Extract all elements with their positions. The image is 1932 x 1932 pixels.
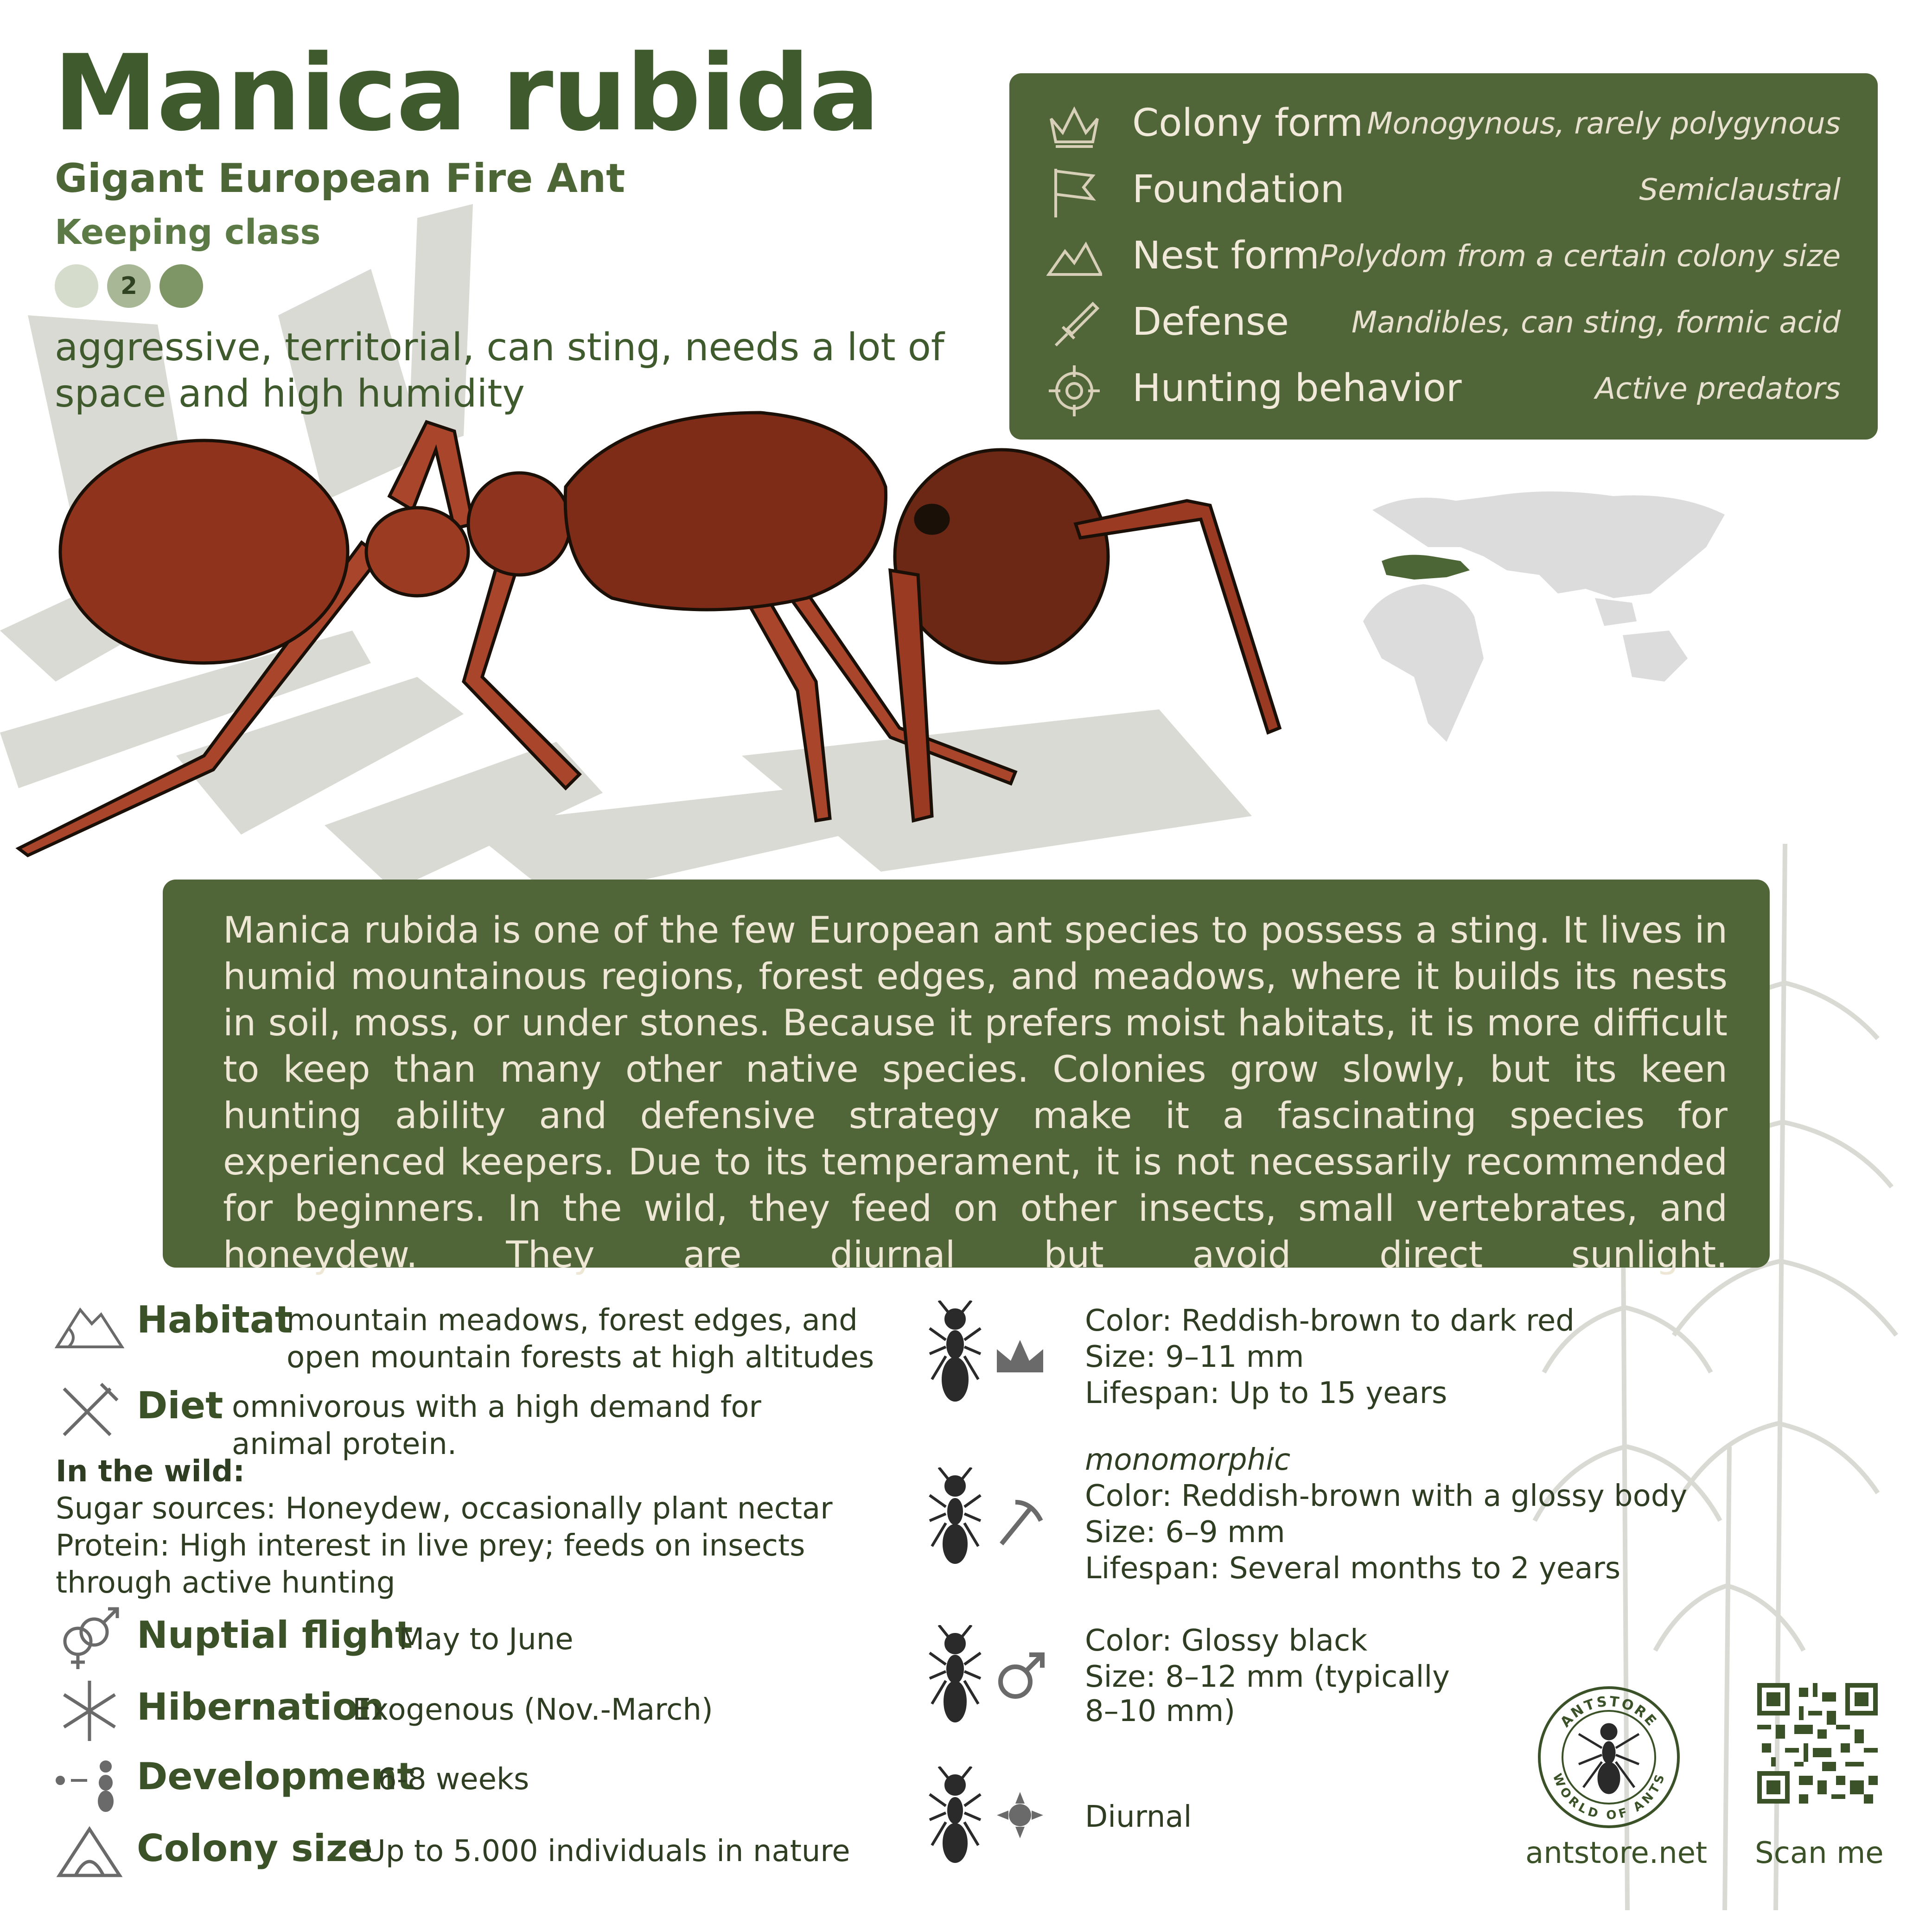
queen-lifespan: Lifespan: Up to 15 years <box>1085 1376 1447 1410</box>
info-row-foundation <box>1009 158 1878 223</box>
distribution-highlight <box>1382 555 1470 580</box>
mountains-icon <box>1046 233 1102 284</box>
queen-color: Color: Reddish-brown to dark red <box>1085 1304 1575 1338</box>
description-panel <box>163 880 1770 1276</box>
anthill-icon <box>55 1820 124 1885</box>
snowflake-icon <box>55 1678 124 1743</box>
hibernation-label: Hibernation <box>137 1685 384 1728</box>
info-row-defense <box>1009 291 1878 356</box>
wild-label: In the wild: <box>56 1454 245 1489</box>
keeping-class-value: 2 <box>120 272 138 300</box>
activity-ant-icon <box>927 1766 983 1873</box>
info-label: Foundation <box>1132 167 1345 211</box>
info-label: Colony form <box>1132 101 1364 145</box>
habitat-label: Habitat <box>137 1298 293 1341</box>
website-link[interactable]: antstore.net <box>1525 1836 1708 1870</box>
wild-protein: Protein: High interest in live prey; feeds on insects through active hunting <box>56 1529 805 1600</box>
crown-icon <box>992 1331 1048 1386</box>
flag-icon <box>1046 166 1102 217</box>
colony-size-label: Colony size <box>137 1827 373 1870</box>
info-value: Mandibles, can sting, formic acid <box>1351 306 1841 340</box>
antstore-logo <box>1535 1683 1683 1831</box>
hibernation-value: Exogenous (Nov.-March) <box>352 1693 713 1727</box>
keeping-dot-2 <box>107 264 151 308</box>
colony-info-panel <box>1009 73 1878 440</box>
male-size: Size: 8–12 mm (typically <box>1085 1660 1450 1694</box>
worker-lifespan: Lifespan: Several months to 2 years <box>1085 1551 1621 1586</box>
nuptial-flight-value: May to June <box>399 1622 574 1657</box>
male-symbol-icon <box>992 1648 1048 1704</box>
keeping-class-scale <box>55 264 208 311</box>
diet-label: Diet <box>137 1384 223 1427</box>
male-ant-icon <box>927 1625 983 1732</box>
distribution-map <box>1354 482 1734 751</box>
info-value: Active predators <box>1595 372 1841 406</box>
info-row-nest-form <box>1009 224 1878 289</box>
worker-ant-icon <box>927 1467 983 1574</box>
activity-value: Diurnal <box>1085 1800 1192 1834</box>
habitat-text: mountain meadows, forest edges, and open mountain forests at high altitudes <box>287 1303 874 1375</box>
diet-text: omnivorous with a high demand for animal protein. <box>232 1390 761 1461</box>
info-value: Polydom from a certain colony size <box>1319 239 1841 274</box>
male-size-typical: 8–10 mm) <box>1085 1694 1236 1728</box>
crown-icon <box>1046 100 1102 151</box>
common-name: Gigant European Fire Ant <box>55 155 625 202</box>
info-label: Hunting behavior <box>1132 366 1462 410</box>
info-label: Defense <box>1132 300 1289 344</box>
ant-photo <box>9 403 1298 876</box>
species-traits: aggressive, territorial, can sting, needs a lot of space and high humidity <box>55 325 944 416</box>
development-label: Development <box>137 1755 415 1798</box>
gender-icon <box>55 1604 124 1669</box>
queen-ant-icon <box>927 1301 983 1407</box>
development-icon <box>55 1748 124 1813</box>
worker-type: monomorphic <box>1085 1443 1291 1477</box>
nuptial-flight-label: Nuptial flight <box>137 1613 413 1657</box>
info-row-colony-form <box>1009 92 1878 157</box>
worker-color: Color: Reddish-brown with a glossy body <box>1085 1479 1688 1513</box>
male-color: Color: Glossy black <box>1085 1624 1368 1658</box>
sword-icon <box>1046 299 1102 350</box>
fork-knife-icon <box>55 1379 124 1444</box>
info-label: Nest form <box>1132 234 1320 278</box>
worker-size: Size: 6–9 mm <box>1085 1515 1285 1549</box>
keeping-dot-1 <box>55 264 98 308</box>
wild-sugar: Sugar sources: Honeydew, occasionally plant nectar <box>56 1492 833 1526</box>
development-value: 6-8 weeks <box>378 1762 529 1797</box>
species-title: Manica rubida <box>53 32 879 154</box>
scan-me-label: Scan me <box>1755 1836 1884 1870</box>
queen-size: Size: 9–11 mm <box>1085 1340 1304 1374</box>
logo-top-text: ANTSTORE <box>1557 1693 1661 1731</box>
sun-icon <box>992 1787 1048 1843</box>
keeping-dot-3 <box>159 264 203 308</box>
logo-bottom-text: WORLD OF ANTS <box>1549 1772 1668 1823</box>
species-description: Manica rubida is one of the few European ant species to possess a sting. It lives in humid mountainous regions, forest edges, and meadows, where it builds its nests in soil, moss, or under stones. Because it prefers moist habitats, it is more difficult to keep than many other native species. Colonies grow slowly, but its keen hunting ability and defensive strategy make it a fascinating species for experienced keepers. Due to its temperament, it is not necessarily recommended for beginners. In the wild, they feed on other insects, small vertebrates, and honeydew. They are diurnal but avoid direct sunlight. <box>223 910 1728 1276</box>
pickaxe-icon <box>992 1493 1048 1549</box>
colony-size-value: Up to 5.000 individuals in nature <box>364 1834 850 1868</box>
info-value: Semiclaustral <box>1639 173 1841 207</box>
mountain-habitat-icon <box>55 1296 124 1361</box>
keeping-class-label: Keeping class <box>55 212 321 252</box>
qr-code[interactable] <box>1757 1683 1878 1804</box>
info-value: Monogynous, rarely polygynous <box>1367 107 1841 141</box>
